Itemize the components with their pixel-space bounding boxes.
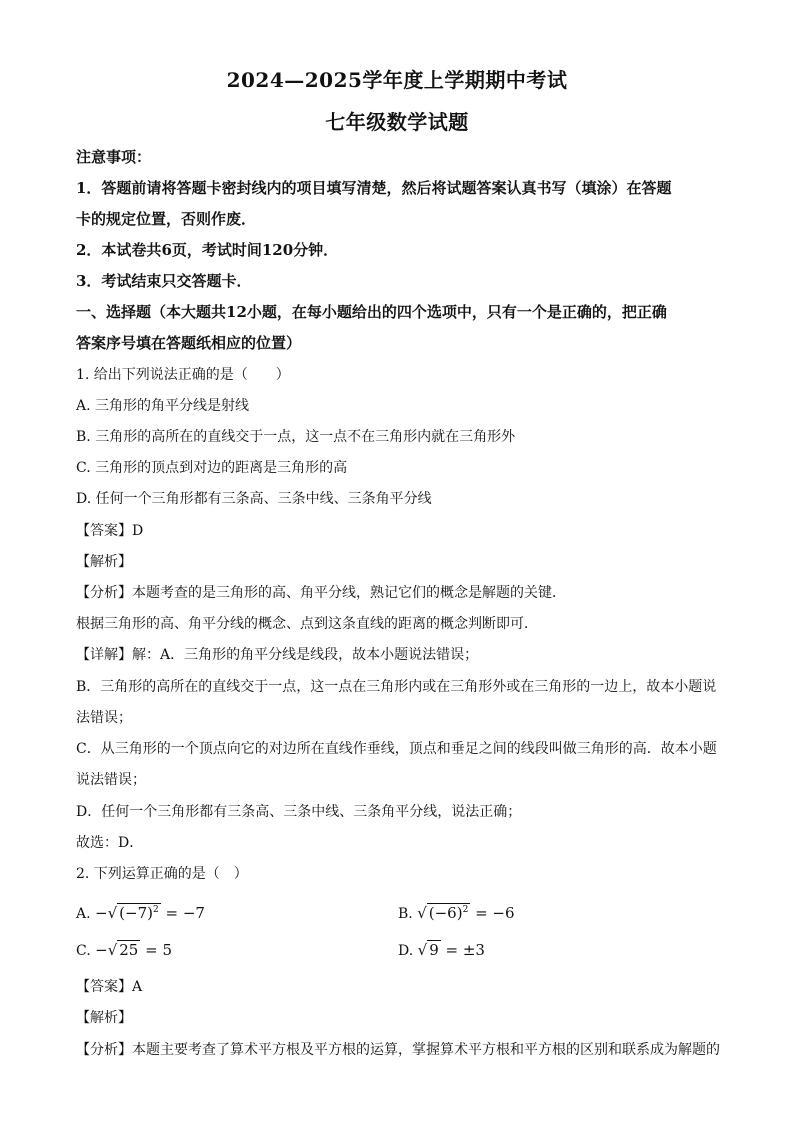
question-1-stem: 1. 给出下列说法正确的是（ ） xyxy=(76,367,290,383)
question-1-detail-line-2: B．三角形的高所在的直线交于一点，这一点在三角形内或在三角形外或在三角形的一边上，故本小题说 xyxy=(76,679,717,695)
option-c-label: C. xyxy=(76,943,91,959)
sqrt-icon: √ xyxy=(107,904,118,922)
question-1-detail-line-7: 故选：D． xyxy=(76,835,144,851)
question-1-analysis-line-2: 根据三角形的高、角平分线的概念、点到这条直线的距离的概念判断即可． xyxy=(76,616,538,632)
option-a-base: (−7) xyxy=(119,904,153,922)
question-1-option-b: B. 三角形的高所在的直线交于一点，这一点不在三角形内就在三角形外 xyxy=(76,429,516,445)
option-b-radicand xyxy=(427,903,471,922)
section-heading-line-2: 答案序号填在答题纸相应的位置） xyxy=(76,334,302,352)
question-2-answer: 【答案】A xyxy=(76,979,143,995)
question-2-option-c xyxy=(76,938,172,963)
notice-heading: 注意事项： xyxy=(76,148,152,166)
question-2-analysis-line-1: 【分析】本题主要考查了算术平方根及平方根的运算，掌握算术平方根和平方根的区别和联系成为解题的 xyxy=(76,1042,720,1058)
question-2-option-b xyxy=(398,898,515,926)
section-heading-line-1: 一、选择题（本大题共12小题，在每小题给出的四个选项中，只有一个是正确的，把正确 xyxy=(76,303,667,321)
question-1-answer: 【答案】D xyxy=(76,523,144,539)
option-d-label: D. xyxy=(398,943,414,959)
question-1-detail-line-1: 【详解】解：A．三角形的角平分线是线段，故本小题说法错误； xyxy=(76,647,479,663)
option-a-minus: − xyxy=(95,904,108,922)
question-2-stem: 2. 下列运算正确的是（ ） xyxy=(76,866,248,882)
question-1-detail-line-5: 说法错误； xyxy=(76,772,146,788)
option-a-radicand xyxy=(117,903,161,922)
option-c-radicand: 25 xyxy=(119,941,139,959)
question-1-analysis-tag: 【解析】 xyxy=(76,554,132,570)
question-1-detail-line-4: C．从三角形的一个顶点向它的对边所在直线作垂线，顶点和垂足之间的线段叫做三角形的高．故本小题 xyxy=(76,741,717,757)
sqrt-icon: √ xyxy=(417,904,427,922)
notice-item-1-line-1: 1．答题前请将答题卡密封线内的项目填写清楚，然后将试题答案认真书写（填涂）在答题 xyxy=(76,179,672,197)
question-1-detail-line-6: D．任何一个三角形都有三条高、三条中线、三条角平分线，说法正确； xyxy=(76,804,522,820)
exam-subtitle: 七年级数学试题 xyxy=(325,110,469,134)
option-a-exponent: 2 xyxy=(152,905,159,915)
question-1-option-c: C. 三角形的顶点到对边的距离是三角形的高 xyxy=(76,460,348,476)
notice-item-3: 3．考试结束只交答题卡． xyxy=(76,272,252,290)
question-2-option-a xyxy=(76,898,205,926)
sqrt-icon: √ xyxy=(107,941,118,959)
option-d-radicand: 9 xyxy=(429,941,439,959)
question-2-analysis-tag: 【解析】 xyxy=(76,1010,132,1026)
sqrt-icon: √ xyxy=(417,941,428,959)
question-1-analysis-line-1: 【分析】本题考查的是三角形的高、角平分线，熟记它们的概念是解题的关键． xyxy=(76,585,566,601)
notice-item-2: 2．本试卷共6页，考试时间120分钟． xyxy=(76,241,339,259)
option-c-minus: − xyxy=(95,941,108,959)
option-b-result: = −6 xyxy=(470,904,515,922)
option-a-label: A. xyxy=(76,906,91,922)
question-1-detail-line-3: 法错误； xyxy=(76,710,132,726)
option-c-result: = 5 xyxy=(140,941,173,959)
option-d-result: = ±3 xyxy=(440,941,485,959)
option-a-result: = −7 xyxy=(160,904,205,922)
option-b-label: B. xyxy=(398,906,413,922)
option-b-exponent: 2 xyxy=(462,905,469,915)
question-1-option-d: D. 任何一个三角形都有三条高、三条中线、三条角平分线 xyxy=(76,491,432,507)
exam-title: 2024—2025学年度上学期期中考试 xyxy=(226,68,568,92)
notice-item-1-line-2: 卡的规定位置，否则作废． xyxy=(76,210,257,228)
question-1-option-a: A. 三角形的角平分线是射线 xyxy=(76,398,250,414)
question-2-option-d xyxy=(398,938,485,963)
option-b-base: (−6) xyxy=(428,904,463,922)
